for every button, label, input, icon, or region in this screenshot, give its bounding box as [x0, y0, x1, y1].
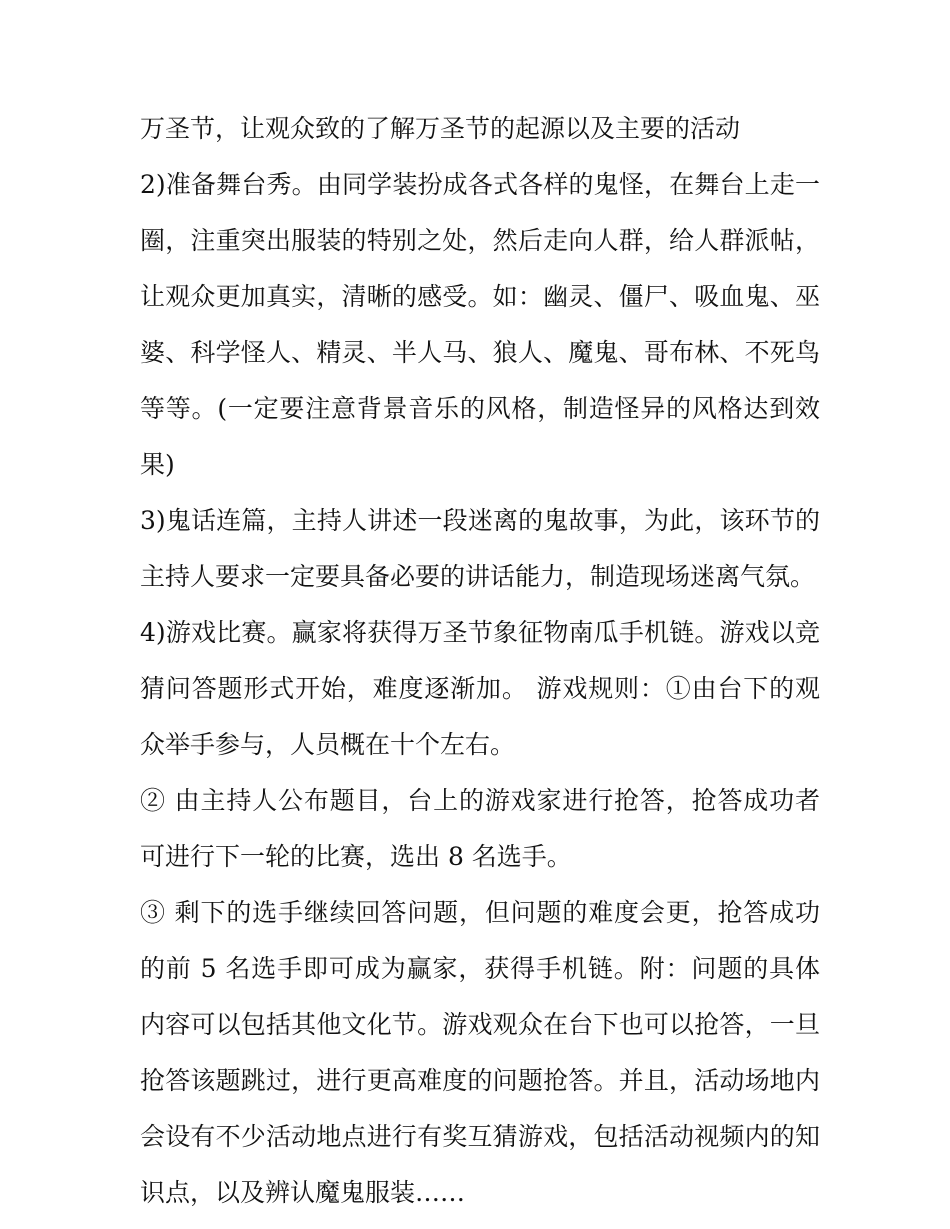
- paragraph-stage-show: 2)准备舞台秀。由同学装扮成各式各样的鬼怪，在舞台上走一圈，注重突出服装的特别之处，然后走向人群，给人群派帖，让观众更加真实，清晰的感受。如：幽灵、僵尸、吸血鬼、巫婆、科学怪人、精灵、半人马、狼人、魔鬼、哥布林、不死鸟等等。(一定要注意背景音乐的风格，制造怪异的风格达到效果): [140, 170, 820, 479]
- paragraph-intro-continuation: 万圣节，让观众致的了解万圣节的起源以及主要的活动: [140, 114, 741, 143]
- paragraph-rule-2: ② 由主持人公布题目，台上的游戏家进行抢答，抢答成功者可进行下一轮的比赛，选出 8 名选手。: [140, 786, 820, 871]
- paragraph-rule-3: ③ 剩下的选手继续回答问题，但问题的难度会更，抢答成功的前 5 名选手即可成为赢家，获得手机链。附：问题的具体内容可以包括其他文化节。游戏观众在台下也可以抢答，一旦抢答该题跳过，进行更高难度的问题抢答。并且，活动场地内会设有不少活动地点进行有奖互猜游戏，包括活动视频内的知识点，以及辨认魔鬼服装……: [140, 898, 820, 1207]
- document-body: [140, 101, 820, 1221]
- paragraph-ghost-stories: 3)鬼话连篇，主持人讲述一段迷离的鬼故事，为此，该环节的主持人要求一定要具备必要的讲话能力，制造现场迷离气氛。: [140, 506, 820, 591]
- paragraph-game-contest: 4)游戏比赛。赢家将获得万圣节象征物南瓜手机链。游戏以竞猜问答题形式开始，难度逐渐加。 游戏规则：①由台下的观众举手参与，人员概在十个左右。: [140, 618, 820, 759]
